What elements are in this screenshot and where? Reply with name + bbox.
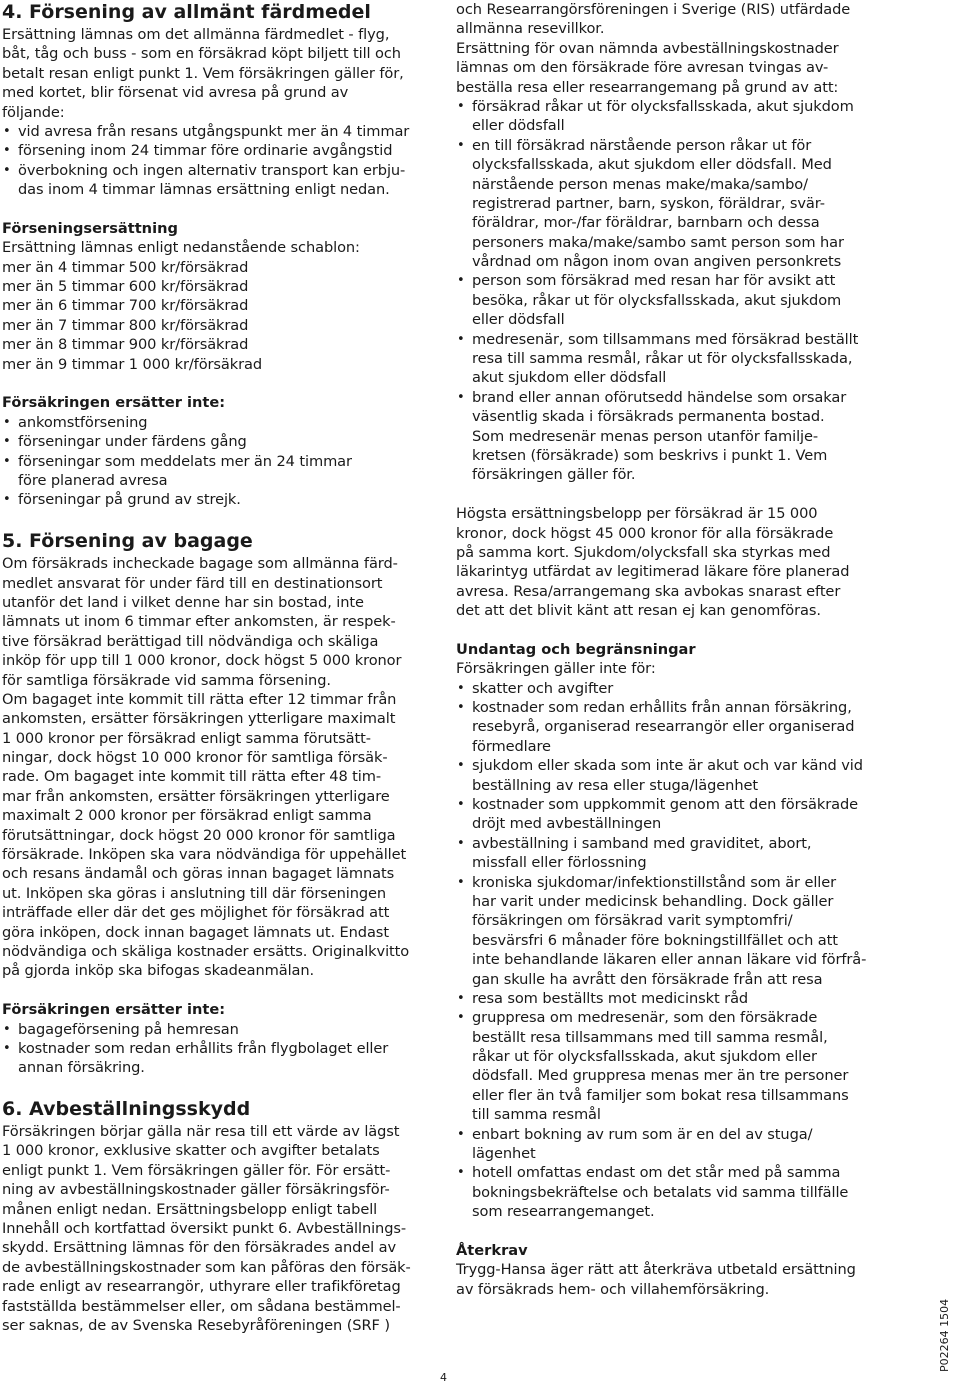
text-line: 1 000 kronor per försäkrad enligt samma förutsätt- [2, 729, 371, 747]
text-line: Försäkringen gäller inte för: [456, 660, 656, 678]
bullet-continuation: kretsen (försäkrade) som beskrivs i punkt 1. Vem [472, 446, 828, 464]
text-line: ser saknas, de av Svenska Resebyråföreningen (SRF ) [2, 1317, 390, 1334]
spacer [456, 485, 896, 504]
bullet-continuation: inte behandlande läkaren eller annan läkare vid förfrå- [472, 951, 867, 969]
bullet-item: • vid avresa från resans utgångspunkt mer än 4 timmar [2, 122, 438, 141]
bullet-item: • förseningar som meddelats mer än 24 timmar [2, 452, 438, 471]
right-column [456, 0, 896, 1299]
text-line: tive försäkrad berättigad till nödvändiga och skäliga [2, 632, 379, 650]
bullet-item: • medresenär, som tillsammans med försäkrad beställt [456, 330, 896, 349]
text-line: ut. Inköpen ska göras i anslutning till där förseningen [2, 884, 387, 902]
text-line: för samtliga försäkrade vid samma försening. [2, 671, 331, 689]
bullet-continuation: missfall eller förlossning [472, 854, 647, 872]
bullet-continuation: före planerad avresa [18, 471, 168, 489]
text-line: allmänna resevillkor. [456, 20, 605, 38]
text-line: mar från ankomsten, ersätter försäkringen ytterligare [2, 787, 390, 805]
text-line: beställa resa eller researrangemang på grund av att: [456, 78, 839, 96]
bullet-item: • försening inom 24 timmar före ordinarie avgångstid [2, 141, 438, 160]
bullet-continuation: Som medresenär menas person utanför familje- [472, 427, 819, 445]
spacer [2, 510, 438, 529]
text-line: avresa. Resa/arrangemang ska avbokas snarast efter [456, 582, 841, 600]
text-line: Försäkringen börjar gälla när resa till ett värde av lägst [2, 1123, 400, 1141]
bullet-item: • avbeställning i samband med graviditet, abort, [456, 834, 896, 853]
bullet-item: • hotell omfattas endast om det står med på samma [456, 1163, 896, 1182]
bullet-item: • gruppresa om medresenär, som den försäkrade [456, 1008, 896, 1027]
text-line: och Researrangörsföreningen i Sverige (RIS) utfärdade [456, 1, 851, 18]
text-line: läkarintyg utfärdat av legitimerad läkare före planerad [456, 563, 850, 581]
bullet-continuation: besöka, råkar ut för olycksfallsskada, akut sjukdom [472, 291, 842, 309]
text-line: fastställda bestämmelser eller, om sådana bestämmel- [2, 1297, 401, 1315]
text-line: Ersättning lämnas om det allmänna färdmedlet - flyg, [2, 26, 390, 43]
spacer [2, 1078, 438, 1097]
bullet-continuation: olycksfallsskada, akut sjukdom eller dödsfall. Med [472, 156, 832, 174]
text-line: Ersättning lämnas enligt nedanstående schablon: [2, 239, 360, 257]
text-line: mer än 9 timmar 1 000 kr/försäkrad [2, 355, 263, 373]
page-number: 4 [440, 1371, 447, 1384]
bullet-item: • ankomstförsening [2, 413, 438, 432]
text-line: mer än 6 timmar 700 kr/försäkrad [2, 297, 249, 315]
text-line: mer än 5 timmar 600 kr/försäkrad [2, 278, 249, 296]
text-line: nödvändiga och skäliga kostnader ersätts. Originalkvitto [2, 942, 410, 960]
text-line: ning av avbeställningskostnader gäller försäkringsför- [2, 1181, 390, 1199]
bullet-continuation: försäkringen gäller för. [472, 466, 636, 484]
text-line: av försäkrads hem- och villahemförsäkring. [456, 1280, 770, 1298]
text-line: rade. Om bagaget inte kommit till rätta efter 48 tim- [2, 768, 382, 786]
bullet-item: • kroniska sjukdomar/infektionstillstånd som är eller [456, 873, 896, 892]
bullet-item: • bagageförsening på hemresan [2, 1020, 438, 1039]
bullet-continuation: annan försäkring. [18, 1059, 145, 1077]
text-line: Innehåll och kortfattad översikt punkt 6. Avbeställnings- [2, 1220, 407, 1238]
text-line: inköp för upp till 1 000 kronor, dock högst 5 000 kronor [2, 652, 402, 670]
text-line: Om bagaget inte kommit till rätta efter 12 timmar från [2, 690, 397, 708]
bullet-continuation: personers maka/make/sambo samt person som har [472, 233, 844, 251]
bullet-item: • kostnader som redan erhållits från annan försäkring, [456, 698, 896, 717]
bullet-continuation: eller dödsfall [472, 311, 565, 329]
bullet-continuation: dödsfall. Med gruppresa menas mer än tre personer [472, 1067, 849, 1085]
bullet-continuation: till samma resmål [472, 1106, 601, 1124]
bullet-item: • person som försäkrad med resan har för avsikt att [456, 271, 896, 290]
bullet-continuation: eller fler än två familjer som bokat resa tillsammans [472, 1086, 849, 1104]
text-line: inträffade eller där det ges möjlighet för försäkrad att [2, 904, 390, 922]
text-line: Om försäkrads incheckade bagage som allmänna färd- [2, 555, 398, 573]
bullet-continuation: beställt resa tillsammans med till samma resmål, [472, 1028, 828, 1046]
text-line: månen enligt nedan. Ersättningsbelopp enligt tabell [2, 1200, 378, 1218]
bullet-continuation: dröjt med avbeställningen [472, 815, 662, 833]
text-line: rade enligt av researrangör, uthyrare eller trafikföretag [2, 1278, 401, 1296]
bullet-item: • skatter och avgifter [456, 679, 896, 698]
bullet-continuation: närstående person menas make/maka/sambo/ [472, 175, 808, 193]
bullet-continuation: har varit under medicinsk behandling. Dock gäller [472, 892, 834, 910]
bullet-item: • kostnader som redan erhållits från flygbolaget eller [2, 1039, 438, 1058]
text-line: mer än 4 timmar 500 kr/försäkrad [2, 258, 249, 276]
bullet-continuation: vårdnad om någon inom ovan angiven personkrets [472, 253, 842, 271]
text-line: ankomsten, ersätter försäkringen ytterligare maximalt [2, 710, 396, 728]
bullet-continuation: besvärsfri 6 månader före bokningstillfället och att [472, 931, 838, 949]
text-line: och resans ändamål och göras innan bagaget lämnats [2, 865, 395, 883]
bullet-item: • försäkrad råkar ut för olycksfallsskada, akut sjukdom [456, 97, 896, 116]
spacer [2, 981, 438, 1000]
text-line: lämnas om den försäkrade före avresan tvingas av- [456, 59, 829, 77]
text-line: på gjorda inköp ska bifogas skadeanmälan. [2, 962, 315, 980]
spacer [2, 200, 438, 219]
subsection-heading: Försäkringen ersätter inte: [2, 394, 226, 412]
bullet-item: • en till försäkrad närstående person råkar ut för [456, 136, 896, 155]
text-line: betalt resan enligt punkt 1. Vem försäkringen gäller för, [2, 64, 404, 82]
bullet-continuation: råkar ut för olycksfallsskada, akut sjukdom eller [472, 1048, 817, 1066]
text-line: maximalt 2 000 kronor per försäkrad enligt samma [2, 807, 372, 825]
bullet-item: • förseningar på grund av strejk. [2, 490, 438, 509]
text-line: Ersättning för ovan nämnda avbeställningskostnader [456, 39, 839, 57]
text-line: lämnats ut inom 6 timmar efter ankomsten, är respek- [2, 613, 396, 631]
text-line: enligt punkt 1. Vem försäkringen gäller för. För ersätt- [2, 1161, 391, 1179]
bullet-continuation: akut sjukdom eller dödsfall [472, 369, 667, 387]
left-column [2, 0, 438, 1335]
bullet-continuation: beställning av resa eller stuga/lägenhet [472, 776, 758, 794]
bullet-continuation: resa till samma resmål, råkar ut för olycksfallsskada, [472, 350, 853, 368]
bullet-continuation: lägenhet [472, 1145, 536, 1163]
text-line: Trygg-Hansa äger rätt att återkräva utbetald ersättning [456, 1261, 856, 1279]
text-line: förutsättningar, dock högst 20 000 kronor för samtliga [2, 826, 396, 844]
spacer [456, 621, 896, 640]
bullet-continuation: gan skulle ha avrått den försäkrade från att resa [472, 970, 823, 988]
text-line: göra inköpen, dock innan bagaget lämnats ut. Endast [2, 923, 389, 941]
bullet-continuation: bokningsbekräftelse och betalats vid samma tillfälle [472, 1183, 849, 1201]
bullet-continuation: das inom 4 timmar lämnas ersättning enligt nedan. [18, 181, 390, 199]
bullet-item: • förseningar under färdens gång [2, 432, 438, 451]
bullet-continuation: förmedlare [472, 737, 551, 755]
text-line: Högsta ersättningsbelopp per försäkrad är 15 000 [456, 505, 818, 523]
subsection-heading: Undantag och begränsningar [456, 640, 696, 658]
spacer [456, 1222, 896, 1241]
bullet-continuation: föräldrar, mor-/far föräldrar, barnbarn och dessa [472, 214, 820, 232]
text-line: med kortet, blir försenat vid avresa på grund av [2, 84, 349, 102]
bullet-item: • överbokning och ingen alternativ transport kan erbju- [2, 161, 438, 180]
bullet-item: • resa som beställts mot medicinskt råd [456, 989, 896, 1008]
subsection-heading: Försäkringen ersätter inte: [2, 1001, 226, 1019]
text-line: 1 000 kronor, exklusive skatter och avgifter betalats [2, 1142, 380, 1160]
text-line: båt, tåg och buss - som en försäkrad köpt biljett till och [2, 45, 401, 63]
bullet-continuation: försäkringen om försäkrad varit symptomfri/ [472, 912, 793, 930]
text-line: försäkrade. Inköpen ska vara nödvändiga för uppehället [2, 846, 407, 864]
text-line: mer än 8 timmar 900 kr/försäkrad [2, 336, 249, 354]
bullet-item: • brand eller annan oförutsedd händelse som orsakar [456, 388, 896, 407]
bullet-item: • kostnader som uppkommit genom att den försäkrade [456, 795, 896, 814]
spacer [2, 374, 438, 393]
text-line: skydd. Ersättning lämnas för den försäkrades andel av [2, 1239, 397, 1257]
subsection-heading: Förseningsersättning [2, 219, 178, 237]
bullet-item: • enbart bokning av rum som är en del av stuga/ [456, 1125, 896, 1144]
section-heading: 4. Försening av allmänt färdmedel [2, 1, 371, 23]
text-line: det att det blivit känt att resan ej kan genomföras. [456, 602, 821, 620]
bullet-continuation: registrerad partner, barn, syskon, föräldrar, svär- [472, 194, 825, 212]
text-line: mer än 7 timmar 800 kr/försäkrad [2, 316, 249, 334]
text-line: medlet ansvarat för under färd till en destinationsort [2, 574, 383, 592]
document-code: P02264 1504 [938, 1298, 951, 1372]
text-line: kronor, dock högst 45 000 kronor för alla försäkrade [456, 524, 834, 542]
bullet-continuation: väsentlig skada i försäkrads permanenta bostad. [472, 408, 825, 426]
section-heading: 6. Avbeställningsskydd [2, 1098, 251, 1121]
text-line: på samma kort. Sjukdom/olycksfall ska styrkas med [456, 543, 831, 561]
text-line: ningar, dock högst 10 000 kronor för samtliga försäk- [2, 749, 388, 767]
subsection-heading: Återkrav [456, 1242, 528, 1259]
section-heading: 5. Försening av bagage [2, 530, 253, 553]
text-line: följande: [2, 103, 65, 121]
text-line: de avbeställningskostnader som kan påföras den försäk- [2, 1258, 411, 1276]
bullet-item: • sjukdom eller skada som inte är akut och var känd vid [456, 756, 896, 775]
text-line: utanför det land i vilket denne har sin bostad, inte [2, 593, 364, 611]
bullet-continuation: resebyrå, organiserad researrangör eller organiserad [472, 718, 855, 736]
bullet-continuation: eller dödsfall [472, 117, 565, 135]
bullet-continuation: som researrangemanget. [472, 1203, 655, 1221]
